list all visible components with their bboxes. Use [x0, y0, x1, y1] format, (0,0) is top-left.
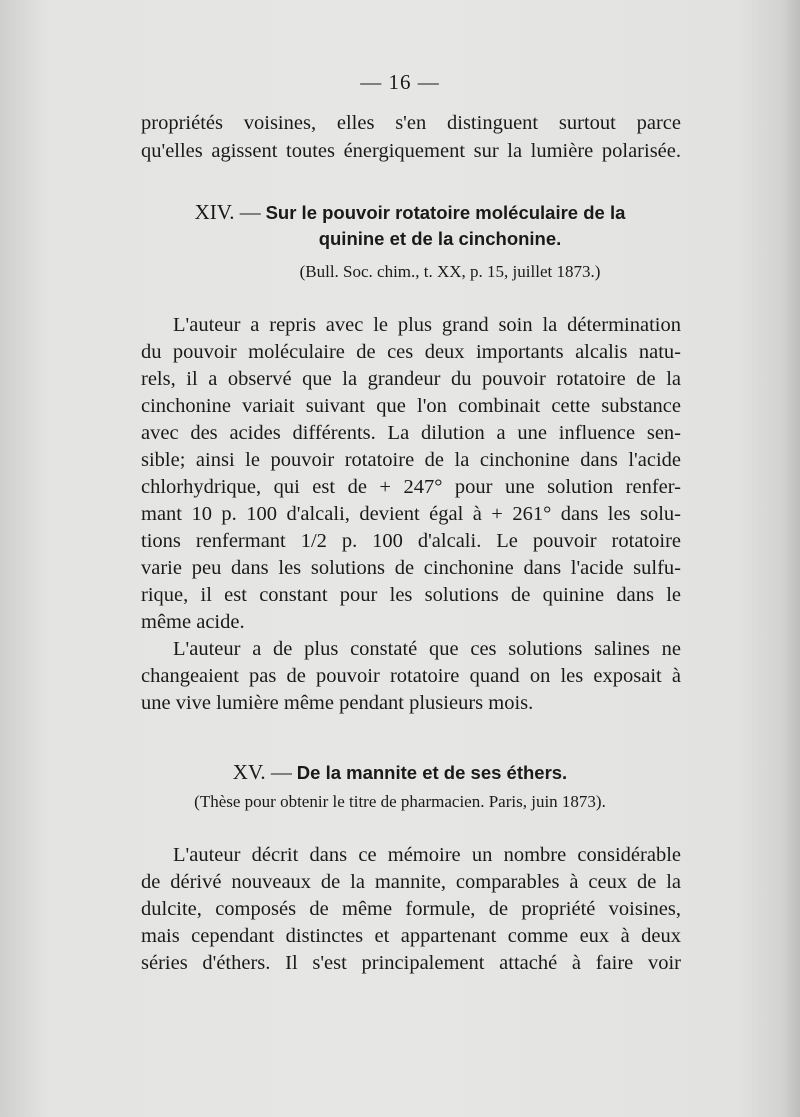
section-14-source: (Bull. Soc. chim., t. XX, p. 15, juillet 1873.): [299, 262, 601, 281]
s14-line-11: rique, il est constant pour les solutions de quinine dans le: [141, 584, 681, 606]
s15-line-4: mais cependant distinctes et appartenant comme eux à deux: [141, 925, 681, 947]
s14-line-8: mant 10 p. 100 d'alcali, devient égal à + 261° dans les solu-: [141, 503, 681, 525]
section-14-title-line-1: Sur le pouvoir rotatoire moléculaire de la: [265, 202, 626, 223]
s15-line-3: dulcite, composés de même formule, de propriété voisines,: [141, 898, 681, 920]
section-14-title-line-2: quinine et de la cinchonine.: [318, 228, 562, 249]
s14-line-2: du pouvoir moléculaire de ces deux importants alcalis natu-: [141, 341, 681, 363]
s14-line-9: tions renfermant 1/2 p. 100 d'alcali. Le pouvoir rotatoire: [141, 530, 681, 552]
s14-line-7: chlorhydrique, qui est de + 247° pour une solution renfer-: [141, 476, 681, 498]
s14-line-4: cinchonine variait suivant que l'on combinait cette substance: [141, 395, 681, 417]
page-gutter-shadow: [782, 0, 800, 1117]
s14-line-3: rels, il a observé que la grandeur du pouvoir rotatoire de la: [141, 368, 681, 390]
intro-line-1: propriétés voisines, elles s'en distinguent surtout parce: [141, 112, 681, 134]
section-14-number: XIV. —: [194, 200, 261, 224]
s15-line-1: L'auteur décrit dans ce mémoire un nombre considérable: [173, 844, 681, 866]
s14-line-12: même acide.: [141, 611, 245, 633]
s15-line-2: de dérivé nouveaux de la mannite, comparables à ceux de la: [141, 871, 681, 893]
s14-line-15: une vive lumière même pendant plusieurs mois.: [141, 692, 534, 714]
s14-line-1: L'auteur a repris avec le plus grand soin la détermination: [173, 314, 681, 336]
section-15-source: (Thèse pour obtenir le titre de pharmacien. Paris, juin 1873).: [194, 792, 606, 811]
s14-line-14: changeaient pas de pouvoir rotatoire quand on les exposait à: [141, 665, 681, 687]
s15-line-5: séries d'éthers. Il s'est principalement attaché à faire voir: [141, 952, 681, 974]
section-15-title: De la mannite et de ses éthers.: [296, 762, 568, 783]
section-14-heading-cont: [0, 228, 800, 251]
section-15-heading: [0, 760, 800, 785]
intro-line-2: qu'elles agissent toutes énergiquement sur la lumière polarisée.: [141, 140, 681, 162]
s14-line-13: L'auteur a de plus constaté que ces solutions salines ne: [173, 638, 681, 660]
section-14-heading: [0, 200, 800, 225]
s14-line-6: sible; ainsi le pouvoir rotatoire de la cinchonine dans l'acide: [141, 449, 681, 471]
section-15-number: XV. —: [232, 760, 292, 784]
s14-line-10: varie peu dans les solutions de cinchonine dans l'acide sulfu-: [141, 557, 681, 579]
s14-line-5: avec des acides différents. La dilution a une influence sen-: [141, 422, 681, 444]
page-number: — 16 —: [360, 70, 440, 94]
